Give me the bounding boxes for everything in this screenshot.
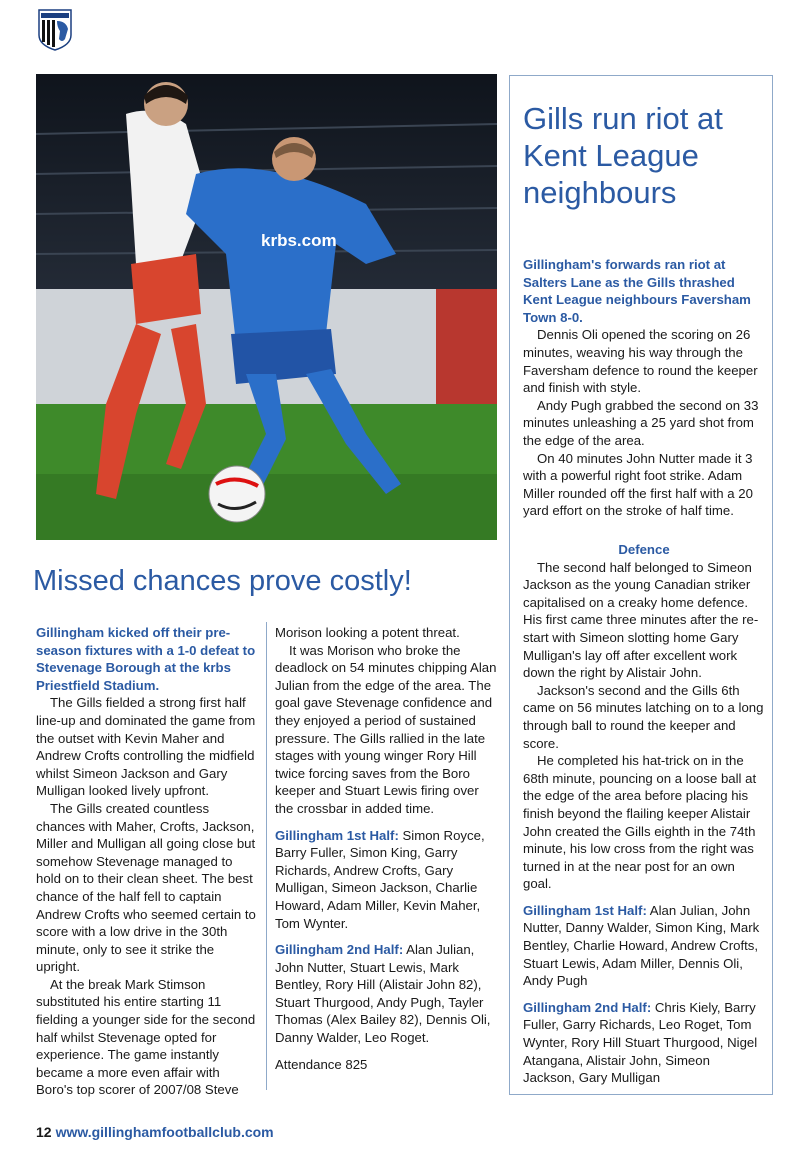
main-lineup-second-half — [275, 941, 497, 1047]
sidebar-subhead: Defence — [618, 542, 670, 557]
lineup-title: Gillingham 1st Half: — [523, 902, 647, 918]
main-column-1 — [36, 624, 258, 1099]
club-website-link[interactable]: www.gillinghamfootballclub.com — [55, 1124, 274, 1140]
lineup-players: Alan Julian, John Nutter, Stuart Lewis, Mark Bentley, Rory Hill (Alistair John 82), Stuart Thurgood, Andy Pugh, Tayler Thomas (Alex Bailey 82), Dennis Oli, Danny Walder, Leo Roget. — [275, 942, 491, 1046]
main-lead: Gillingham kicked off their pre-season fixtures with a 1-0 defeat to Stevenage Borough at the krbs Priestfield Stadium. — [36, 625, 256, 693]
match-photo — [36, 74, 497, 540]
main-lineup-first-half — [275, 827, 497, 933]
main-column-2 — [275, 624, 497, 1073]
main-paragraph: The Gills fielded a strong first half line-up and dominated the game from the outset with Kevin Maher and Andrew Crofts controlling the midfield whilst Simeon Jackson and Gary Mulligan looked lively upfront. — [36, 695, 256, 799]
lineup-players: Chris Kiely, Barry Fuller, Garry Richards, Leo Roget, Tom Wynter, Rory Hill Stuart Thurgood, Nigel Atangana, Alistair John, Simeon Jackson, Gary Mulligan — [523, 999, 758, 1086]
attendance: Attendance 825 — [275, 1056, 368, 1072]
sidebar-column-bottom — [523, 541, 765, 1087]
lineup-title: Gillingham 2nd Half: — [275, 942, 404, 958]
sidebar-lead: Gillingham's forwards ran riot at Salters Lane as the Gills thrashed Kent League neighbours Faversham Town 8-0. — [523, 257, 751, 325]
sidebar-paragraph: The second half belonged to Simeon Jackson as the young Canadian striker capitalised on a creaky home defence. His first came three minutes after the re-start with Simeon slotting home Gary Mulligan's lay off after excellent work down the right by Alistair John. — [523, 559, 759, 681]
club-crest-logo — [38, 9, 72, 51]
main-headline: Missed chances prove costly! — [33, 565, 412, 597]
sidebar-lineup-second-half — [523, 999, 765, 1087]
sidebar-paragraph: On 40 minutes John Nutter made it 3 with a powerful right foot strike. Adam Miller rounded off the first half with a 20 yard effort on the stroke of half time. — [523, 450, 753, 519]
lineup-title: Gillingham 1st Half: — [275, 827, 399, 843]
sidebar-paragraph: Dennis Oli opened the scoring on 26 minutes, weaving his way through the Faversham defence to round the keeper and finish with style. — [523, 327, 758, 396]
sponsor-text: krbs.com — [261, 231, 337, 250]
page-footer — [36, 1124, 274, 1140]
lineup-title: Gillingham 2nd Half: — [523, 999, 652, 1015]
sidebar-lineup-first-half — [523, 902, 765, 990]
sidebar-column-top — [523, 256, 765, 520]
sidebar-paragraph: Andy Pugh grabbed the second on 33 minutes unleashing a 25 yard shot from the edge of the area. — [523, 397, 759, 448]
main-paragraph: The Gills created countless chances with Maher, Crofts, Jackson, Miller and Mulligan all going close but somehow Stevenage managed to hold on to their clean sheet. The best chance of the half fell to captain Andrew Crofts who seemed certain to score with a low drive in the 30th minute, only to see it strike the upright. — [36, 800, 256, 975]
sidebar-headline: Gills run riot at Kent League neighbours — [523, 101, 723, 210]
page-number: 12 — [36, 1124, 52, 1140]
main-paragraph: It was Morison who broke the deadlock on 54 minutes chipping Alan Julian from the edge of the area. The goal gave Stevenage confidence and they enjoyed a period of sustained pressure. The Gills rallied in the late stages with young winger Rory Hill twice forcing saves from the Boro keeper and Stuart Lewis firing over the crossbar in added time. — [275, 642, 497, 816]
lineup-players: Alan Julian, John Nutter, Danny Walder, Simon King, Mark Bentley, Charlie Howard, Andrew Crofts, Stuart Lewis, Adam Miller, Dennis Oli, Andy Pugh — [523, 902, 760, 989]
sidebar-paragraph: Jackson's second and the Gills 6th came on 56 minutes latching on to a long through ball to round the keeper and score. — [523, 682, 764, 751]
lineup-players: Simon Royce, Barry Fuller, Simon King, Garry Richards, Andrew Crofts, Gary Mulligan, Simeon Jackson, Charlie Howard, Adam Miller, Kevin Maher, Tom Wynter. — [275, 827, 485, 931]
sidebar-paragraph: He completed his hat-trick on in the 68th minute, pouncing on a loose ball at the edge of the area before placing his finish beyond the flailing keeper Alistair John created the Gills eighth in the 74th minute, his low cross from the right was turned in at the near post for an own goal. — [523, 753, 757, 892]
main-paragraph: Morison looking a potent threat. — [275, 625, 460, 640]
main-paragraph: At the break Mark Stimson substituted his entire starting 11 fielding a younger side for the second half whilst Stevenage opted for experience. The game instantly became a more even affair with Boro's top scorer of 2007/08 Steve — [36, 976, 256, 1098]
column-divider — [266, 622, 267, 1090]
